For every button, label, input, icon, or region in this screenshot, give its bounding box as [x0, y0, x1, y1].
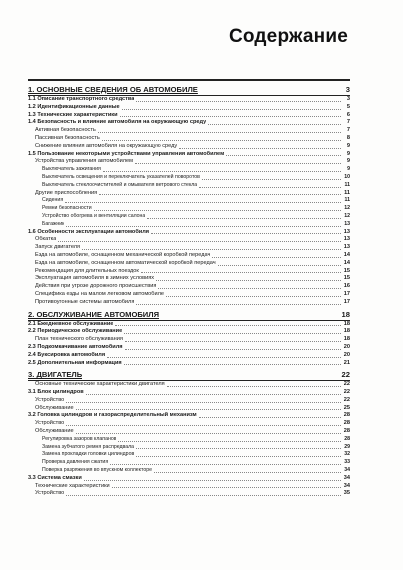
- toc-entry[interactable]: [28, 158, 350, 166]
- toc-entry[interactable]: [28, 397, 350, 405]
- toc-page-number: 29: [344, 443, 350, 450]
- toc-page-number: 8: [346, 134, 350, 141]
- toc-entry-title: Выключатель освещения и переключатель указателей поворотов: [42, 173, 200, 180]
- dot-leader: [124, 333, 341, 334]
- toc-page-number: 3: [346, 96, 350, 102]
- toc-entry-title: 1.1 Описание транспортного средства: [28, 96, 135, 102]
- toc-page-number: 16: [343, 283, 350, 290]
- dot-leader: [118, 441, 341, 442]
- dot-leader: [199, 417, 341, 418]
- toc-entry[interactable]: [28, 205, 350, 213]
- toc-entry-title: 2. ОБСЛУЖИВАНИЕ АВТОМОБИЛЯ: [28, 309, 160, 319]
- toc-entry-title: Рекомендация для длительных поездок: [35, 267, 139, 274]
- dot-leader: [103, 171, 341, 172]
- dot-leader: [112, 487, 341, 488]
- toc-entry[interactable]: [28, 444, 350, 452]
- dot-leader: [202, 179, 341, 180]
- dot-leader: [86, 394, 341, 395]
- toc-entry-title: Эксплуатация автомобиля в зимних условиях: [35, 275, 155, 282]
- dot-leader: [147, 218, 341, 219]
- toc-page-number: 12: [344, 212, 350, 219]
- dot-leader: [136, 101, 341, 102]
- dot-leader: [66, 226, 341, 227]
- toc-entry-title: Запуск двигателя: [35, 244, 81, 251]
- toc-page-number: 7: [346, 119, 350, 126]
- toc-entry-title: Ремни безопасности: [42, 205, 92, 212]
- toc-entry-title: Замена зубчатого ремня распредвала: [42, 443, 135, 450]
- toc-entry-title: 2.2 Периодическое обслуживание: [28, 328, 123, 335]
- toc-page-number: 34: [343, 474, 350, 481]
- toc-page-number: 21: [343, 359, 350, 366]
- toc-page-number: 33: [344, 459, 350, 466]
- toc-entry-title: Проверка давления сжатия: [42, 459, 109, 466]
- toc-entry-title: План технического обслуживания: [35, 336, 123, 343]
- toc-entry[interactable]: [28, 490, 350, 498]
- toc-entry-title: 1.5 Пользование некоторыми устройствами управления автомобилем: [28, 150, 225, 157]
- dot-leader: [226, 155, 341, 156]
- toc-page-number: 9: [346, 142, 350, 149]
- toc-entry-title: Обслуживание: [35, 404, 74, 411]
- toc-section[interactable]: [28, 412, 350, 420]
- toc-entry-title: Езда на автомобиле, оснащенном автоматической коробкой передач: [35, 259, 216, 266]
- toc-page-number: 3: [345, 85, 350, 94]
- toc-entry-title: Противоугонные системы автомобиля: [35, 298, 135, 305]
- dot-leader: [99, 194, 341, 195]
- dot-leader: [125, 341, 341, 342]
- toc-page-number: 7: [346, 127, 350, 134]
- toc-page-number: 22: [343, 381, 350, 388]
- dot-leader: [212, 257, 341, 258]
- dot-leader: [124, 364, 341, 365]
- toc-section[interactable]: [28, 229, 350, 237]
- toc-page-number: 15: [343, 275, 350, 282]
- toc-section[interactable]: [28, 328, 350, 336]
- toc-page-number: 13: [344, 220, 350, 227]
- toc-entry-title: Езда на автомобиле, оснащенном механической коробкой передач: [35, 251, 211, 258]
- toc-entry-title: 1.3 Технические характеристики: [28, 111, 118, 118]
- dot-leader: [136, 304, 341, 305]
- toc-entry-title: Пассивная безопасность: [35, 134, 100, 141]
- toc-page: [28, 18, 350, 498]
- toc-page-number: 20: [343, 343, 350, 350]
- dot-leader: [208, 124, 341, 125]
- toc-page-number: 15: [343, 267, 350, 274]
- toc-entry[interactable]: [28, 260, 350, 268]
- toc-entry-title: Сидения: [42, 197, 64, 204]
- toc-entry[interactable]: [28, 236, 350, 244]
- toc-entry-title: Устройство: [35, 420, 65, 427]
- dot-leader: [98, 132, 341, 133]
- toc-entry[interactable]: [28, 143, 350, 151]
- toc-entry[interactable]: [28, 381, 350, 389]
- toc-entry[interactable]: [28, 135, 350, 143]
- dot-leader: [199, 187, 341, 188]
- toc-entry[interactable]: [28, 244, 350, 252]
- toc-entry[interactable]: [28, 336, 350, 344]
- toc-page-number: 14: [343, 251, 350, 258]
- toc-entry-title: 2.4 Буксировка автомобиля: [28, 351, 106, 358]
- dot-leader: [218, 265, 341, 266]
- dot-leader: [84, 480, 341, 481]
- toc-entry[interactable]: [28, 483, 350, 491]
- toc-entry-title: Устройство: [35, 396, 65, 403]
- toc-section[interactable]: [28, 475, 350, 483]
- toc-entry-title: 3.1 Блок цилиндров: [28, 389, 84, 396]
- toc-entry-title: 1.2 Идентификационные данные: [28, 103, 120, 110]
- toc-page-number: 10: [344, 173, 350, 180]
- toc-page-number: 22: [343, 389, 350, 396]
- dot-leader: [107, 357, 341, 358]
- toc-entry[interactable]: [28, 252, 350, 260]
- toc-chapter[interactable]: [28, 85, 350, 96]
- toc-entry-title: Другие приспособления: [35, 189, 98, 196]
- toc-page-number: 14: [343, 259, 350, 266]
- toc-section[interactable]: [28, 344, 350, 352]
- toc-section[interactable]: [28, 96, 350, 104]
- dot-leader: [65, 202, 341, 203]
- dot-leader: [179, 148, 341, 149]
- toc-entry-title: 3. ДВИГАТЕЛЬ: [28, 370, 83, 380]
- toc-entry-title: Багажник: [42, 220, 65, 227]
- toc-entry[interactable]: [28, 459, 350, 467]
- toc-entry[interactable]: [28, 291, 350, 299]
- toc-entry-title: Поверка разряжения во впускном коллекторе: [42, 467, 152, 474]
- dot-leader: [154, 472, 341, 473]
- toc-page-number: 18: [343, 328, 350, 335]
- toc-page-number: 28: [343, 428, 350, 435]
- toc-entry[interactable]: [28, 405, 350, 413]
- dot-leader: [135, 163, 341, 164]
- toc-section[interactable]: [28, 352, 350, 360]
- dot-leader: [158, 288, 341, 289]
- toc-section[interactable]: [28, 151, 350, 159]
- toc-page-number: 35: [343, 490, 350, 497]
- toc-entry[interactable]: [28, 182, 350, 190]
- toc-entry[interactable]: [28, 166, 350, 174]
- title-rule: [28, 79, 350, 81]
- toc-entry-title: Действия при угрозе дорожного происшествия: [35, 283, 157, 290]
- toc-page-number: 17: [343, 290, 350, 297]
- toc-page-number: 13: [343, 236, 350, 243]
- toc-page-number: 9: [347, 166, 350, 173]
- toc-entry-title: Снижение влияния автомобиля на окружающую среду: [35, 142, 178, 149]
- toc-entry-title: Выключатель зажигания: [42, 166, 101, 173]
- toc-entry-title: Устройство обогрева и вентиляции салона: [42, 212, 146, 219]
- toc-entry-title: Регулировка зазоров клапанов: [42, 435, 117, 442]
- dot-leader: [102, 140, 341, 141]
- toc-section[interactable]: [28, 112, 350, 120]
- toc-entry-title: Замена прокладки головки цилиндров: [42, 451, 135, 458]
- toc-entry[interactable]: [28, 283, 350, 291]
- dot-leader: [66, 402, 341, 403]
- toc-entry[interactable]: [28, 467, 350, 475]
- toc-entry[interactable]: [28, 190, 350, 198]
- dot-leader: [110, 464, 341, 465]
- toc-entry-title: 1. ОСНОВНЫЕ СВЕДЕНИЯ ОБ АВТОМОБИЛЕ: [28, 85, 198, 94]
- toc-page-number: 34: [344, 467, 350, 474]
- toc-page-number: 18: [343, 320, 350, 327]
- toc-entry-title: 1.6 Особенности эксплуатации автомобиля: [28, 228, 150, 235]
- dot-leader: [151, 233, 341, 234]
- dot-leader: [120, 116, 341, 117]
- toc-page-number: 13: [343, 244, 350, 251]
- toc-page-number: 22: [343, 396, 350, 403]
- toc-chapter[interactable]: [28, 370, 350, 381]
- toc-entry-title: 2.5 Дополнительная информация: [28, 359, 122, 366]
- dot-leader: [115, 325, 341, 326]
- dot-leader: [122, 109, 341, 110]
- toc-page-number: 28: [343, 420, 350, 427]
- toc-section[interactable]: [28, 389, 350, 397]
- toc-entry[interactable]: [28, 436, 350, 444]
- dot-leader: [167, 386, 341, 387]
- toc-entry[interactable]: [28, 420, 350, 428]
- toc-entry-title: Технические характеристики: [35, 482, 110, 489]
- toc-entry[interactable]: [28, 268, 350, 276]
- toc-entry[interactable]: [28, 174, 350, 182]
- dot-leader: [166, 296, 341, 297]
- table-of-contents: [28, 85, 350, 498]
- dot-leader: [66, 495, 341, 496]
- dot-leader: [136, 448, 341, 449]
- toc-chapter[interactable]: [28, 310, 350, 321]
- dot-leader: [76, 433, 341, 434]
- toc-page-number: 25: [343, 404, 350, 411]
- toc-section[interactable]: [28, 104, 350, 112]
- toc-page-number: 12: [344, 205, 350, 212]
- toc-entry-title: Выключатель стеклоочистителей и омывателя ветрового стекла: [42, 181, 198, 188]
- toc-section[interactable]: [28, 360, 350, 368]
- toc-entry-title: Устройства управления автомобилем: [35, 158, 133, 165]
- toc-entry[interactable]: [28, 213, 350, 221]
- dot-leader: [66, 425, 341, 426]
- toc-page-number: 5: [346, 103, 350, 110]
- toc-page-number: 11: [344, 197, 350, 204]
- dot-leader: [76, 409, 341, 410]
- toc-page-number: 22: [341, 370, 350, 380]
- toc-section[interactable]: [28, 321, 350, 329]
- dot-leader: [58, 241, 341, 242]
- dot-leader: [125, 349, 341, 350]
- dot-leader: [82, 249, 341, 250]
- page-title: Содержание: [228, 26, 348, 47]
- toc-page-number: 28: [343, 412, 350, 419]
- toc-page-number: 32: [344, 451, 350, 458]
- toc-entry-title: Обслуживание: [35, 428, 74, 435]
- toc-page-number: 11: [344, 189, 350, 196]
- toc-page-number: 34: [343, 482, 350, 489]
- toc-entry[interactable]: [28, 197, 350, 205]
- toc-entry[interactable]: [28, 451, 350, 459]
- toc-entry-title: 2.1 Ежедневное обслуживание: [28, 320, 114, 327]
- toc-page-number: 11: [344, 181, 350, 188]
- toc-entry-title: Обкатка: [35, 236, 57, 243]
- dot-leader: [141, 272, 341, 273]
- toc-page-number: 18: [343, 336, 350, 343]
- toc-page-number: 28: [344, 435, 350, 442]
- toc-page-number: 13: [343, 228, 350, 235]
- toc-entry-title: 3.2 Головка цилиндров и газораспределительный механизм: [28, 412, 197, 419]
- toc-page-number: 9: [346, 150, 350, 157]
- toc-entry[interactable]: [28, 428, 350, 436]
- dot-leader: [136, 456, 341, 457]
- toc-page-number: 17: [343, 298, 350, 305]
- toc-section[interactable]: [28, 119, 350, 127]
- toc-page-number: 18: [341, 309, 350, 319]
- toc-entry-title: 3.3 Система смазки: [28, 474, 82, 481]
- toc-entry[interactable]: [28, 299, 350, 307]
- dot-leader: [94, 210, 341, 211]
- toc-page-number: 9: [346, 158, 350, 165]
- toc-entry[interactable]: [28, 127, 350, 135]
- toc-entry-title: 1.4 Безопасность и влияние автомобиля на окружающую среду: [28, 119, 207, 126]
- toc-entry-title: 2.3 Подкомкачивание автомобиля: [28, 343, 123, 350]
- toc-page-number: 6: [346, 111, 350, 118]
- toc-page-number: 20: [343, 351, 350, 358]
- toc-entry-title: Устройство: [35, 490, 65, 497]
- toc-entry-title: Активная безопасность: [35, 127, 96, 134]
- toc-entry-title: Специфика езды на малом легковом автомобиле: [35, 290, 164, 297]
- toc-entry[interactable]: [28, 275, 350, 283]
- toc-entry-title: Основные технические характеристики двигателя: [35, 381, 165, 388]
- toc-entry[interactable]: [28, 221, 350, 229]
- dot-leader: [156, 280, 341, 281]
